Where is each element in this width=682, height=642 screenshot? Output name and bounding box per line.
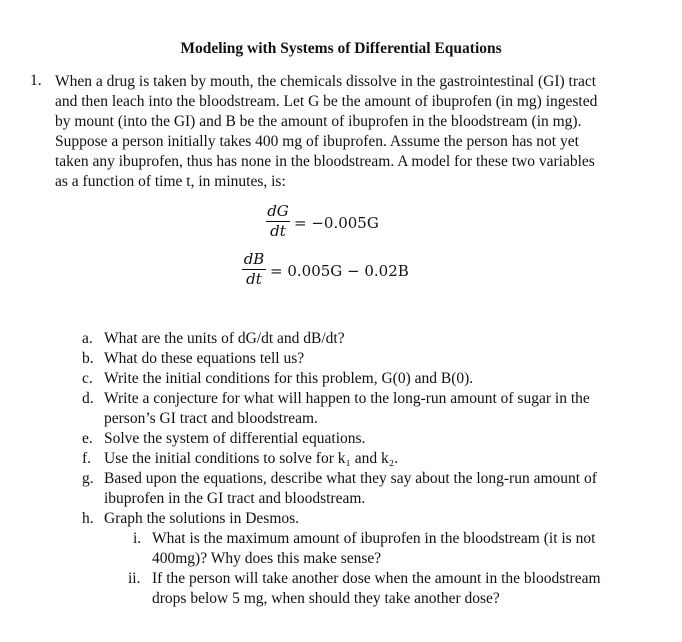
item-label: c. bbox=[82, 370, 93, 387]
fraction-denominator: dt bbox=[246, 270, 262, 288]
item-label: h. bbox=[82, 510, 94, 527]
item-label: e. bbox=[82, 430, 93, 447]
fraction-db-dt bbox=[242, 250, 266, 288]
item-text: Graph the solutions in Desmos. bbox=[104, 510, 300, 527]
item-label: g. bbox=[82, 470, 94, 487]
item-label: f. bbox=[82, 450, 92, 467]
item-text: Use the initial conditions to solve for k₁ and k₂. bbox=[104, 450, 399, 467]
item-text: person’s GI tract and bloodstream. bbox=[104, 410, 318, 427]
intro-line: Suppose a person initially takes 400 mg of ibuprofen. Assume the person has not yet bbox=[55, 133, 579, 150]
item-text: What are the units of dG/dt and dB/dt? bbox=[104, 330, 345, 347]
item-text: ibuprofen in the GI tract and bloodstream. bbox=[104, 490, 366, 507]
fraction-numerator: dB bbox=[243, 250, 265, 268]
item-text: What do these equations tell us? bbox=[104, 350, 305, 367]
intro-line: as a function of time t, in minutes, is: bbox=[55, 173, 286, 190]
item-text: Based upon the equations, describe what they say about the long-run amount of bbox=[104, 470, 597, 487]
intro-line: by mount (into the GI) and B be the amount of ibuprofen in the bloodstream (in mg). bbox=[55, 113, 582, 130]
fraction-numerator: dG bbox=[267, 202, 289, 220]
item-text: Solve the system of differential equations. bbox=[104, 430, 366, 447]
item-label: d. bbox=[82, 390, 94, 407]
item-text: Write a conjecture for what will happen to the long-run amount of sugar in the bbox=[104, 390, 590, 407]
item-label: i. bbox=[133, 530, 142, 547]
equation-rhs: = 0.005G − 0.02B bbox=[270, 262, 409, 280]
fraction-dg-dt bbox=[266, 202, 290, 240]
intro-line: When a drug is taken by mouth, the chemicals dissolve in the gastrointestinal (GI) tract bbox=[55, 73, 597, 90]
item-text: drops below 5 mg, when should they take another dose? bbox=[152, 590, 500, 607]
item-label: a. bbox=[82, 330, 93, 347]
item-label: ii. bbox=[128, 570, 141, 587]
equation-rhs: = −0.005G bbox=[294, 214, 379, 232]
item-text: What is the maximum amount of ibuprofen in the bloodstream (it is not bbox=[152, 530, 596, 547]
problem-number: 1. bbox=[30, 72, 42, 89]
intro-line: taken any ibuprofen, thus has none in the bloodstream. A model for these two variables bbox=[55, 153, 595, 170]
fraction-denominator: dt bbox=[270, 222, 286, 240]
item-text: If the person will take another dose when the amount in the bloodstream bbox=[152, 570, 601, 587]
item-text: Write the initial conditions for this problem, G(0) and B(0). bbox=[104, 370, 474, 387]
item-label: b. bbox=[82, 350, 94, 367]
problem-intro bbox=[55, 72, 625, 192]
intro-line: and then leach into the bloodstream. Let G be the amount of ibuprofen (in mg) ingested bbox=[55, 93, 598, 110]
item-text: 400mg)? Why does this make sense? bbox=[152, 550, 382, 567]
page-title: Modeling with Systems of Differential Equations bbox=[180, 40, 502, 57]
